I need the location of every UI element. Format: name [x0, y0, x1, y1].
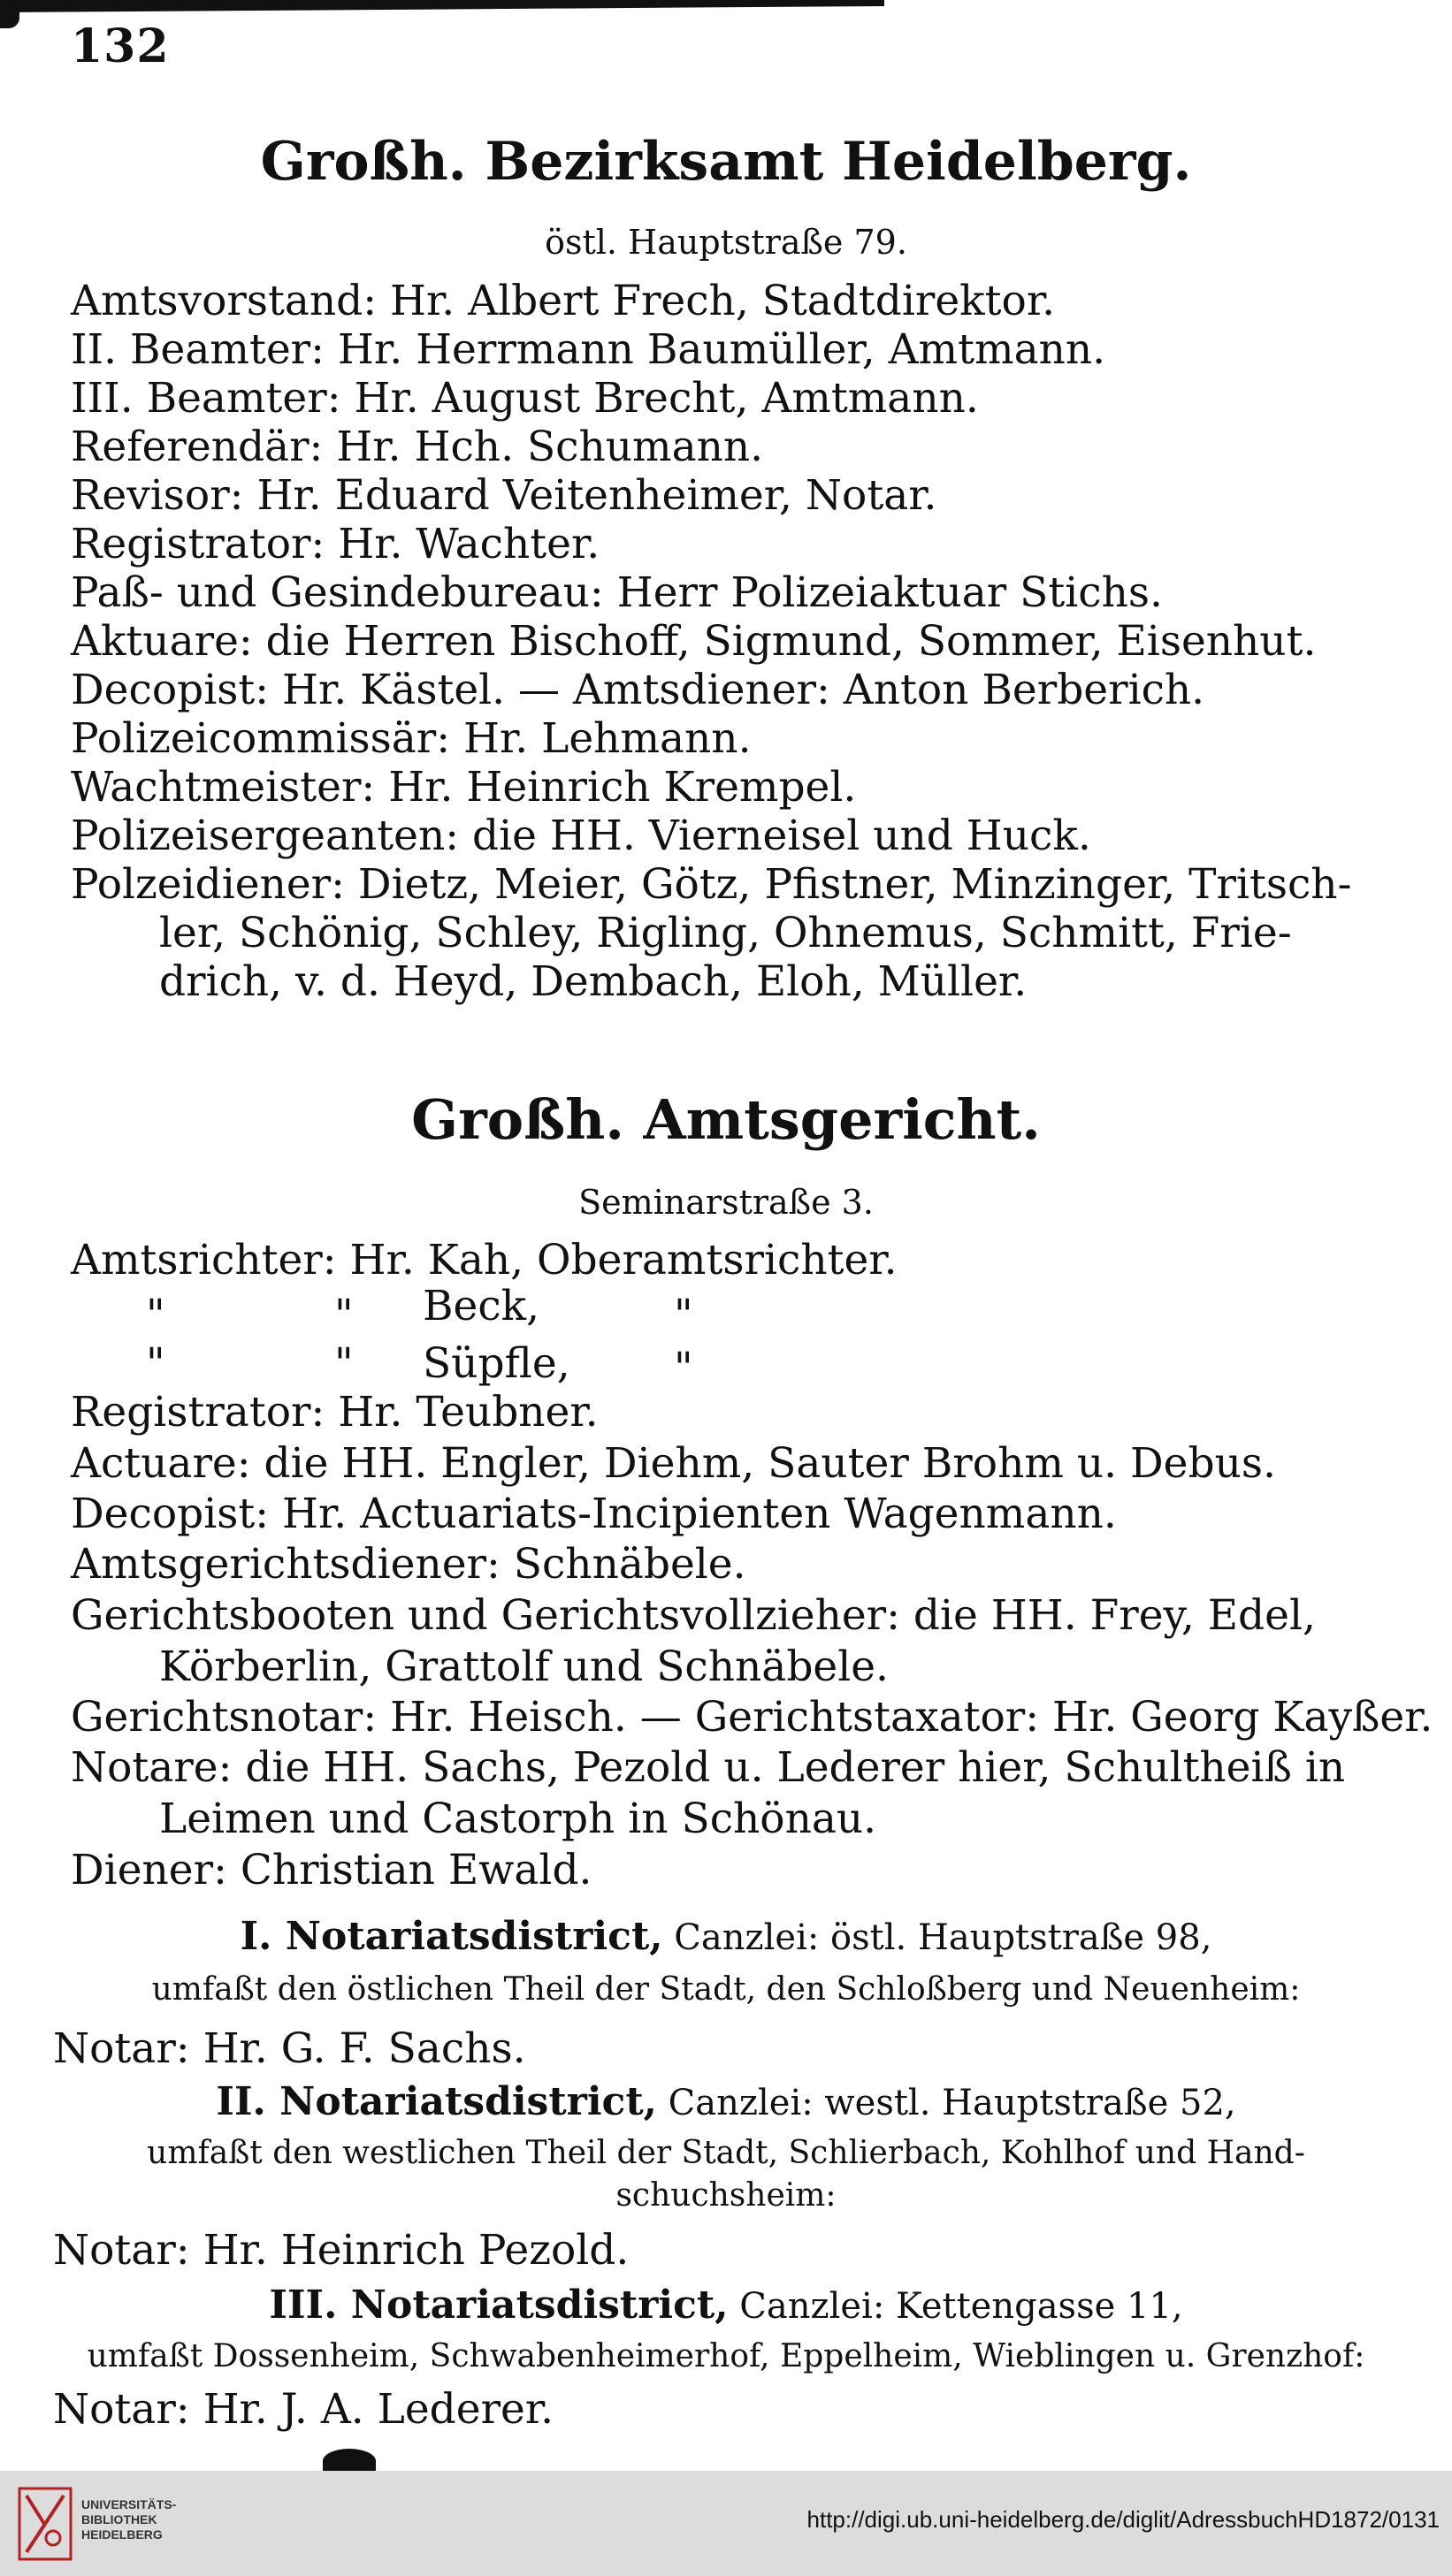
- text-line: Decopist: Hr. Kästel. — Amtsdiener: Anton Berberich.: [71, 666, 1205, 714]
- judge-name: Beck,: [423, 1282, 540, 1330]
- text-line: Amtsrichter: Hr. Kah, Oberamtsrichter.: [71, 1236, 898, 1284]
- notary-district-heading: [0, 2079, 1452, 2124]
- ditto-mark: ": [334, 1291, 354, 1339]
- text-line: Diener: Christian Ewald.: [71, 1846, 592, 1894]
- text-line-continued: drich, v. d. Heyd, Dembach, Eloh, Müller.: [159, 957, 1028, 1006]
- section-address-bezirksamt: östl. Hauptstraße 79.: [545, 223, 907, 262]
- text-line: Paß- und Gesindebureau: Herr Polizeiaktuar Stichs.: [71, 568, 1163, 617]
- text-line: Amtsvorstand: Hr. Albert Frech, Stadtdirektor.: [71, 277, 1056, 325]
- text-line: III. Beamter: Hr. August Brecht, Amtmann.: [71, 374, 979, 423]
- ditto-mark: ": [146, 1339, 165, 1388]
- text-line: Decopist: Hr. Actuariats-Incipienten Wagenmann.: [71, 1490, 1117, 1538]
- section-title-amtsgericht: Großh. Amtsgericht.: [411, 1087, 1041, 1152]
- library-logo-line: UNIVERSITÄTS-: [81, 2497, 177, 2511]
- notary-district-office: Canzlei: östl. Hauptstraße 98,: [662, 1917, 1212, 1958]
- notary-district-heading: [0, 1914, 1452, 1959]
- section-title-bezirksamt: Großh. Bezirksamt Heidelberg.: [260, 131, 1192, 193]
- ditto-mark: ": [334, 1339, 354, 1388]
- notary-district-title: III. Notariatsdistrict,: [269, 2283, 729, 2328]
- notary-district-heading: [0, 2283, 1452, 2328]
- text-line: Amtsgerichtsdiener: Schnäbele.: [71, 1540, 746, 1589]
- text-line-continued: Leimen und Castorph in Schönau.: [159, 1795, 877, 1843]
- library-logo-line: HEIDELBERG: [81, 2527, 163, 2542]
- ditto-mark: ": [674, 1291, 693, 1339]
- notary-name: Notar: Hr. G. F. Sachs.: [53, 2024, 526, 2073]
- text-line: Gerichtsbooten und Gerichtsvollzieher: die HH. Frey, Edel,: [71, 1591, 1316, 1640]
- ditto-mark: ": [146, 1291, 165, 1339]
- notary-name: Notar: Hr. J. A. Lederer.: [53, 2385, 554, 2434]
- page-number: 132: [71, 19, 170, 73]
- text-line: Referendär: Hr. Hch. Schumann.: [71, 423, 764, 471]
- notary-district-description: umfaßt den westlichen Theil der Stadt, Schlierbach, Kohlhof und Hand-: [147, 2135, 1305, 2171]
- text-line: Polizeicommissär: Hr. Lehmann.: [71, 714, 752, 763]
- page-edge-shadow: [0, 0, 884, 12]
- text-line: Wachtmeister: Hr. Heinrich Krempel.: [71, 763, 857, 812]
- text-line-continued: ler, Schönig, Schley, Rigling, Ohnemus, Schmitt, Frie-: [159, 909, 1292, 957]
- text-line: Polizeisergeanten: die HH. Vierneisel und Huck.: [71, 812, 1091, 860]
- page-corner-mark: [0, 9, 19, 28]
- text-line: Revisor: Hr. Eduard Veitenheimer, Notar.: [71, 471, 937, 520]
- ditto-mark: ": [674, 1344, 693, 1392]
- section-address-amtsgericht: Seminarstraße 3.: [578, 1183, 874, 1222]
- text-line: Aktuare: die Herren Bischoff, Sigmund, Sommer, Eisenhut.: [71, 617, 1317, 666]
- text-line: Registrator: Hr. Wachter.: [71, 520, 600, 568]
- text-line: Registrator: Hr. Teubner.: [71, 1388, 599, 1437]
- notary-district-description: schuchsheim:: [615, 2177, 837, 2214]
- notary-district-title: I. Notariatsdistrict,: [240, 1914, 663, 1959]
- notary-district-title: II. Notariatsdistrict,: [216, 2079, 657, 2124]
- library-seal-icon: [18, 2487, 73, 2561]
- text-line: Notare: die HH. Sachs, Pezold u. Lederer hier, Schultheiß in: [71, 1743, 1346, 1792]
- text-line: Gerichtsnotar: Hr. Heisch. — Gerichtstaxator: Hr. Georg Kayßer.: [71, 1693, 1433, 1741]
- text-line: Polzeidiener: Dietz, Meier, Götz, Pfistner, Minzinger, Tritsch-: [71, 860, 1352, 909]
- notary-district-description: umfaßt den östlichen Theil der Stadt, den Schloßberg und Neuenheim:: [151, 1971, 1301, 2008]
- text-line-continued: Körberlin, Grattolf und Schnäbele.: [159, 1642, 890, 1691]
- notary-district-office: Canzlei: Kettengasse 11,: [728, 2286, 1183, 2327]
- notary-district-description: umfaßt Dossenheim, Schwabenheimerhof, Eppelheim, Wieblingen u. Grenzhof:: [87, 2338, 1365, 2374]
- library-footer: [0, 2471, 1452, 2576]
- text-line: II. Beamter: Hr. Herrmann Baumüller, Amtmann.: [71, 325, 1106, 374]
- ink-blot: [323, 2449, 376, 2471]
- notary-name: Notar: Hr. Heinrich Pezold.: [53, 2226, 630, 2275]
- judge-name: Süpfle,: [423, 1339, 570, 1388]
- text-line: Actuare: die HH. Engler, Diehm, Sauter Brohm u. Debus.: [71, 1439, 1276, 1488]
- notary-district-office: Canzlei: westl. Hauptstraße 52,: [656, 2083, 1236, 2123]
- library-logo-line: BIBLIOTHEK: [81, 2512, 157, 2526]
- library-logo-text: [81, 2497, 176, 2542]
- source-url-link[interactable]: http://digi.ub.uni-heidelberg.de/diglit/AdressbuchHD1872/0131: [806, 2506, 1440, 2533]
